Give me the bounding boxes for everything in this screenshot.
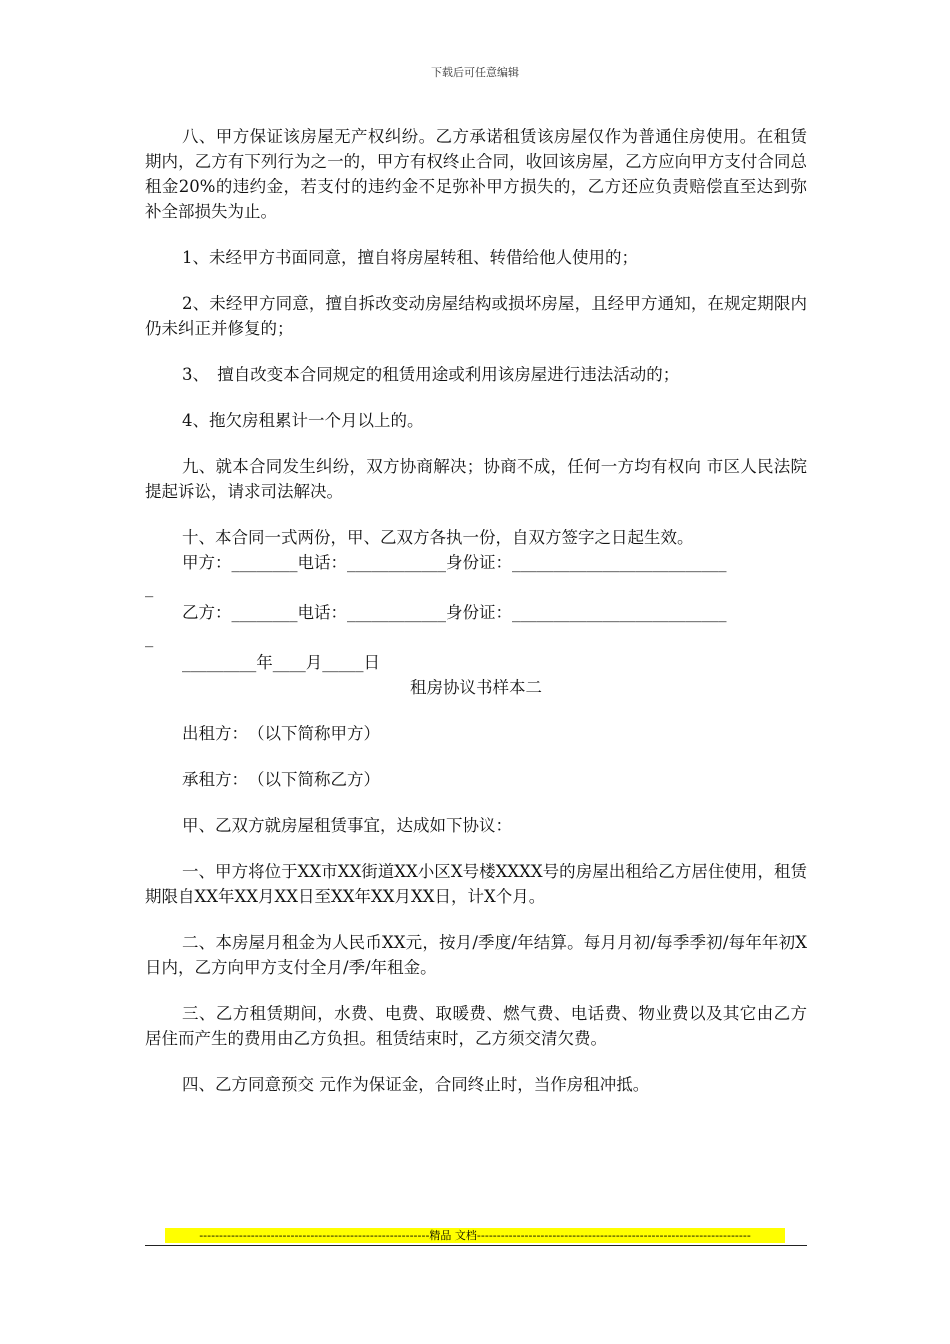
party-a-signature-tail: _ [145, 578, 154, 597]
clause-ten: 十、本合同一式两份，甲、乙双方各执一份，自双方签字之日起生效。 [182, 528, 694, 547]
violation-item-2: 2、未经甲方同意，擅自拆改变动房屋结构或损坏房屋，且经甲方通知，在规定期限内仍未纠正并修复的； [145, 294, 807, 338]
party-b-signature-line: 乙方：________电话：____________身份证：__________________________ [182, 603, 727, 622]
violation-item-1: 1、未经甲方书面同意，擅自将房屋转租、转借给他人使用的； [182, 248, 638, 267]
violation-item-3: 3、 擅自改变本合同规定的租赁用途或利用该房屋进行违法活动的； [182, 365, 680, 384]
sample-two-clause-3: 三、乙方租赁期间，水费、电费、取暖费、燃气费、电话费、物业费以及其它由乙方居住而产生的费用由乙方负担。租赁结束时，乙方须交清欠费。 [145, 1004, 807, 1048]
footer-divider [145, 1245, 807, 1246]
footer-watermark-bar: ----------------------------------------------------------精品 文档--------------------------------------------------------------------- [165, 1228, 785, 1243]
violation-item-4: 4、拖欠房租累计一个月以上的。 [182, 411, 424, 430]
sample-two-clause-4: 四、乙方同意预交 元作为保证金，合同终止时，当作房租冲抵。 [182, 1075, 650, 1094]
sample-two-title: 租房协议书样本二 [410, 678, 542, 697]
party-a-signature-line: 甲方：________电话：____________身份证：__________________________ [182, 553, 727, 572]
sample-two-clause-2: 二、本房屋月租金为人民币XX元，按月/季度/年结算。每月月初/每季季初/每年年初X日内，乙方向甲方支付全月/季/年租金。 [145, 933, 807, 977]
clause-eight: 八、甲方保证该房屋无产权纠纷。乙方承诺租赁该房屋仅作为普通住房使用。在租赁期内，乙方有下列行为之一的，甲方有权终止合同，收回该房屋，乙方应向甲方支付合同总租金20%的违约金，若支付的违约金不足弥补甲方损失的，乙方还应负责赔偿直至达到弥补全部损失为止。 [145, 127, 807, 221]
agreement-intro: 甲、乙双方就房屋租赁事宜，达成如下协议： [182, 816, 512, 835]
lessor-line: 出租方： （以下简称甲方） [182, 724, 380, 743]
sample-two-clause-1: 一、甲方将位于XX市XX街道XX小区X号楼XXXX号的房屋出租给乙方居住使用，租赁期限自XX年XX月XX日至XX年XX月XX日，计X个月。 [145, 862, 807, 906]
lessee-line: 承租方： （以下简称乙方） [182, 770, 380, 789]
party-b-signature-tail: _ [145, 628, 154, 647]
signature-date-line: _________年____月_____日 [182, 653, 380, 672]
clause-nine: 九、就本合同发生纠纷，双方协商解决；协商不成，任何一方均有权向 市区人民法院提起诉讼，请求司法解决。 [145, 457, 807, 501]
document-body [145, 124, 807, 1097]
page-header: 下载后可任意编辑 [431, 66, 519, 79]
